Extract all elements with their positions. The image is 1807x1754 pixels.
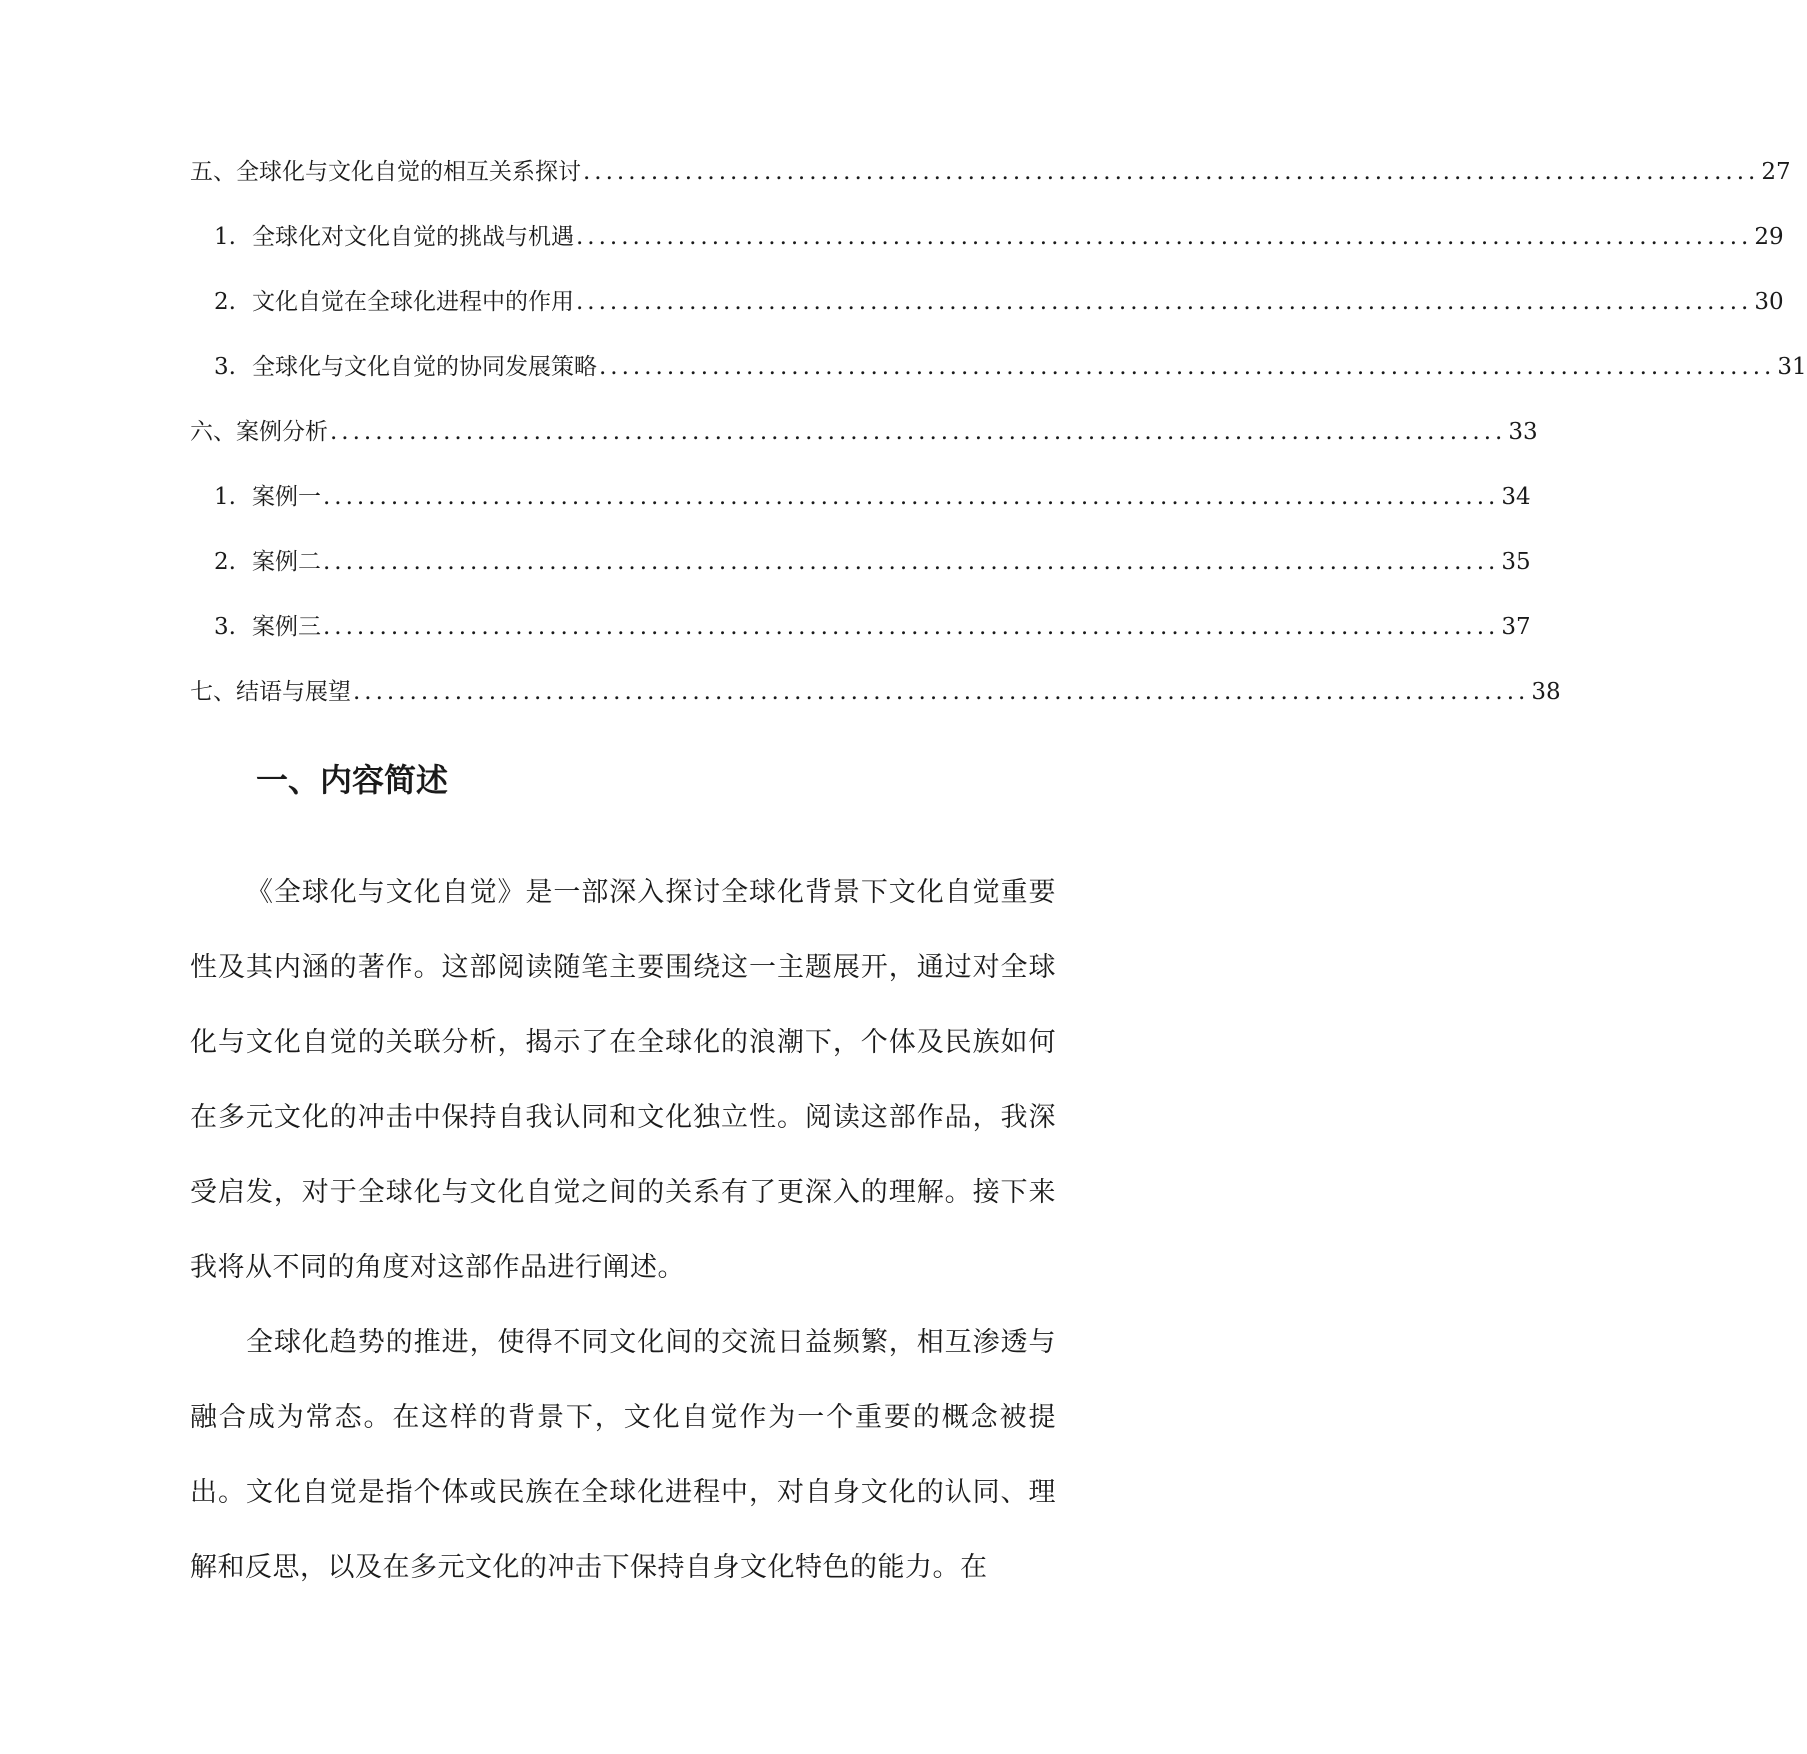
toc-entry-page: 31 [1777, 354, 1807, 380]
body-paragraph: 全球化趋势的推进，使得不同文化间的交流日益频繁，相互渗透与融合成为常态。在这样的背景下，文化自觉作为一个重要的概念被提出。文化自觉是指个体或民族在全球化进程中，对自身文化的认同、理解和反思，以及在多元文化的冲击下保持自身文化特色的能力。在 [190, 1327, 1056, 1583]
toc-entry-text: 全球化对文化自觉的挑战与机遇 [252, 224, 574, 250]
toc-leader-dots: ........................................................................................................ [323, 549, 1500, 575]
toc-entry-page: 27 [1761, 159, 1791, 185]
toc-entry-text: 案例二 [252, 549, 321, 575]
toc-entry[interactable] [190, 595, 1531, 660]
toc-leader-dots: ........................................................................................................ [323, 614, 1500, 640]
body-paragraph: 《全球化与文化自觉》是一部深入探讨全球化背景下文化自觉重要性及其内涵的著作。这部阅读随笔主要围绕这一主题展开，通过对全球化与文化自觉的关联分析，揭示了在全球化的浪潮下，个体及民族如何在多元文化的冲击中保持自我认同和文化独立性。阅读这部作品，我深受启发，对于全球化与文化自觉之间的关系有了更深入的理解。接下来我将从不同的角度对这部作品进行阐述。 [190, 877, 1056, 1283]
toc-leader-dots: ........................................................................................................ [323, 484, 1500, 510]
toc-entry-page: 29 [1754, 224, 1784, 250]
table-of-contents [190, 140, 1807, 725]
toc-entry-text: 七、结语与展望 [190, 679, 351, 705]
section-heading: 一、内容简述 [256, 761, 449, 799]
toc-entry-page: 35 [1501, 549, 1531, 575]
toc-entry[interactable] [190, 660, 1561, 725]
toc-entry-number: 3. [214, 354, 236, 380]
toc-entry-page: 30 [1754, 289, 1784, 315]
toc-entry[interactable] [190, 335, 1807, 400]
toc-entry[interactable] [190, 465, 1531, 530]
toc-leader-dots: ........................................................................................................ [576, 224, 1753, 250]
toc-leader-dots: ........................................................................................................ [599, 354, 1776, 380]
toc-leader-dots: ........................................................................................................ [353, 679, 1530, 705]
toc-entry-text: 六、案例分析 [190, 419, 328, 445]
toc-entry[interactable] [190, 530, 1531, 595]
toc-entry-page: 34 [1501, 484, 1531, 510]
toc-entry-text: 五、全球化与文化自觉的相互关系探讨 [190, 159, 581, 185]
section-body [190, 855, 1056, 1605]
toc-entry-number: 1. [214, 224, 236, 250]
toc-entry-text: 案例一 [252, 484, 321, 510]
toc-entry-page: 38 [1531, 679, 1561, 705]
toc-entry-number: 1. [214, 484, 236, 510]
toc-leader-dots: ........................................................................................................ [576, 289, 1753, 315]
toc-entry[interactable] [190, 140, 1791, 205]
toc-leader-dots: ........................................................................................................ [330, 419, 1507, 445]
toc-entry[interactable] [190, 400, 1538, 465]
toc-entry-page: 37 [1501, 614, 1531, 640]
toc-entry-text: 文化自觉在全球化进程中的作用 [252, 289, 574, 315]
toc-entry[interactable] [190, 270, 1784, 335]
toc-entry-page: 33 [1508, 419, 1538, 445]
toc-entry[interactable] [190, 205, 1784, 270]
toc-entry-number: 3. [214, 614, 236, 640]
toc-entry-number: 2. [214, 549, 236, 575]
toc-entry-number: 2. [214, 289, 236, 315]
toc-entry-text: 全球化与文化自觉的协同发展策略 [252, 354, 597, 380]
toc-entry-text: 案例三 [252, 614, 321, 640]
toc-leader-dots: ........................................................................................................ [583, 159, 1760, 185]
